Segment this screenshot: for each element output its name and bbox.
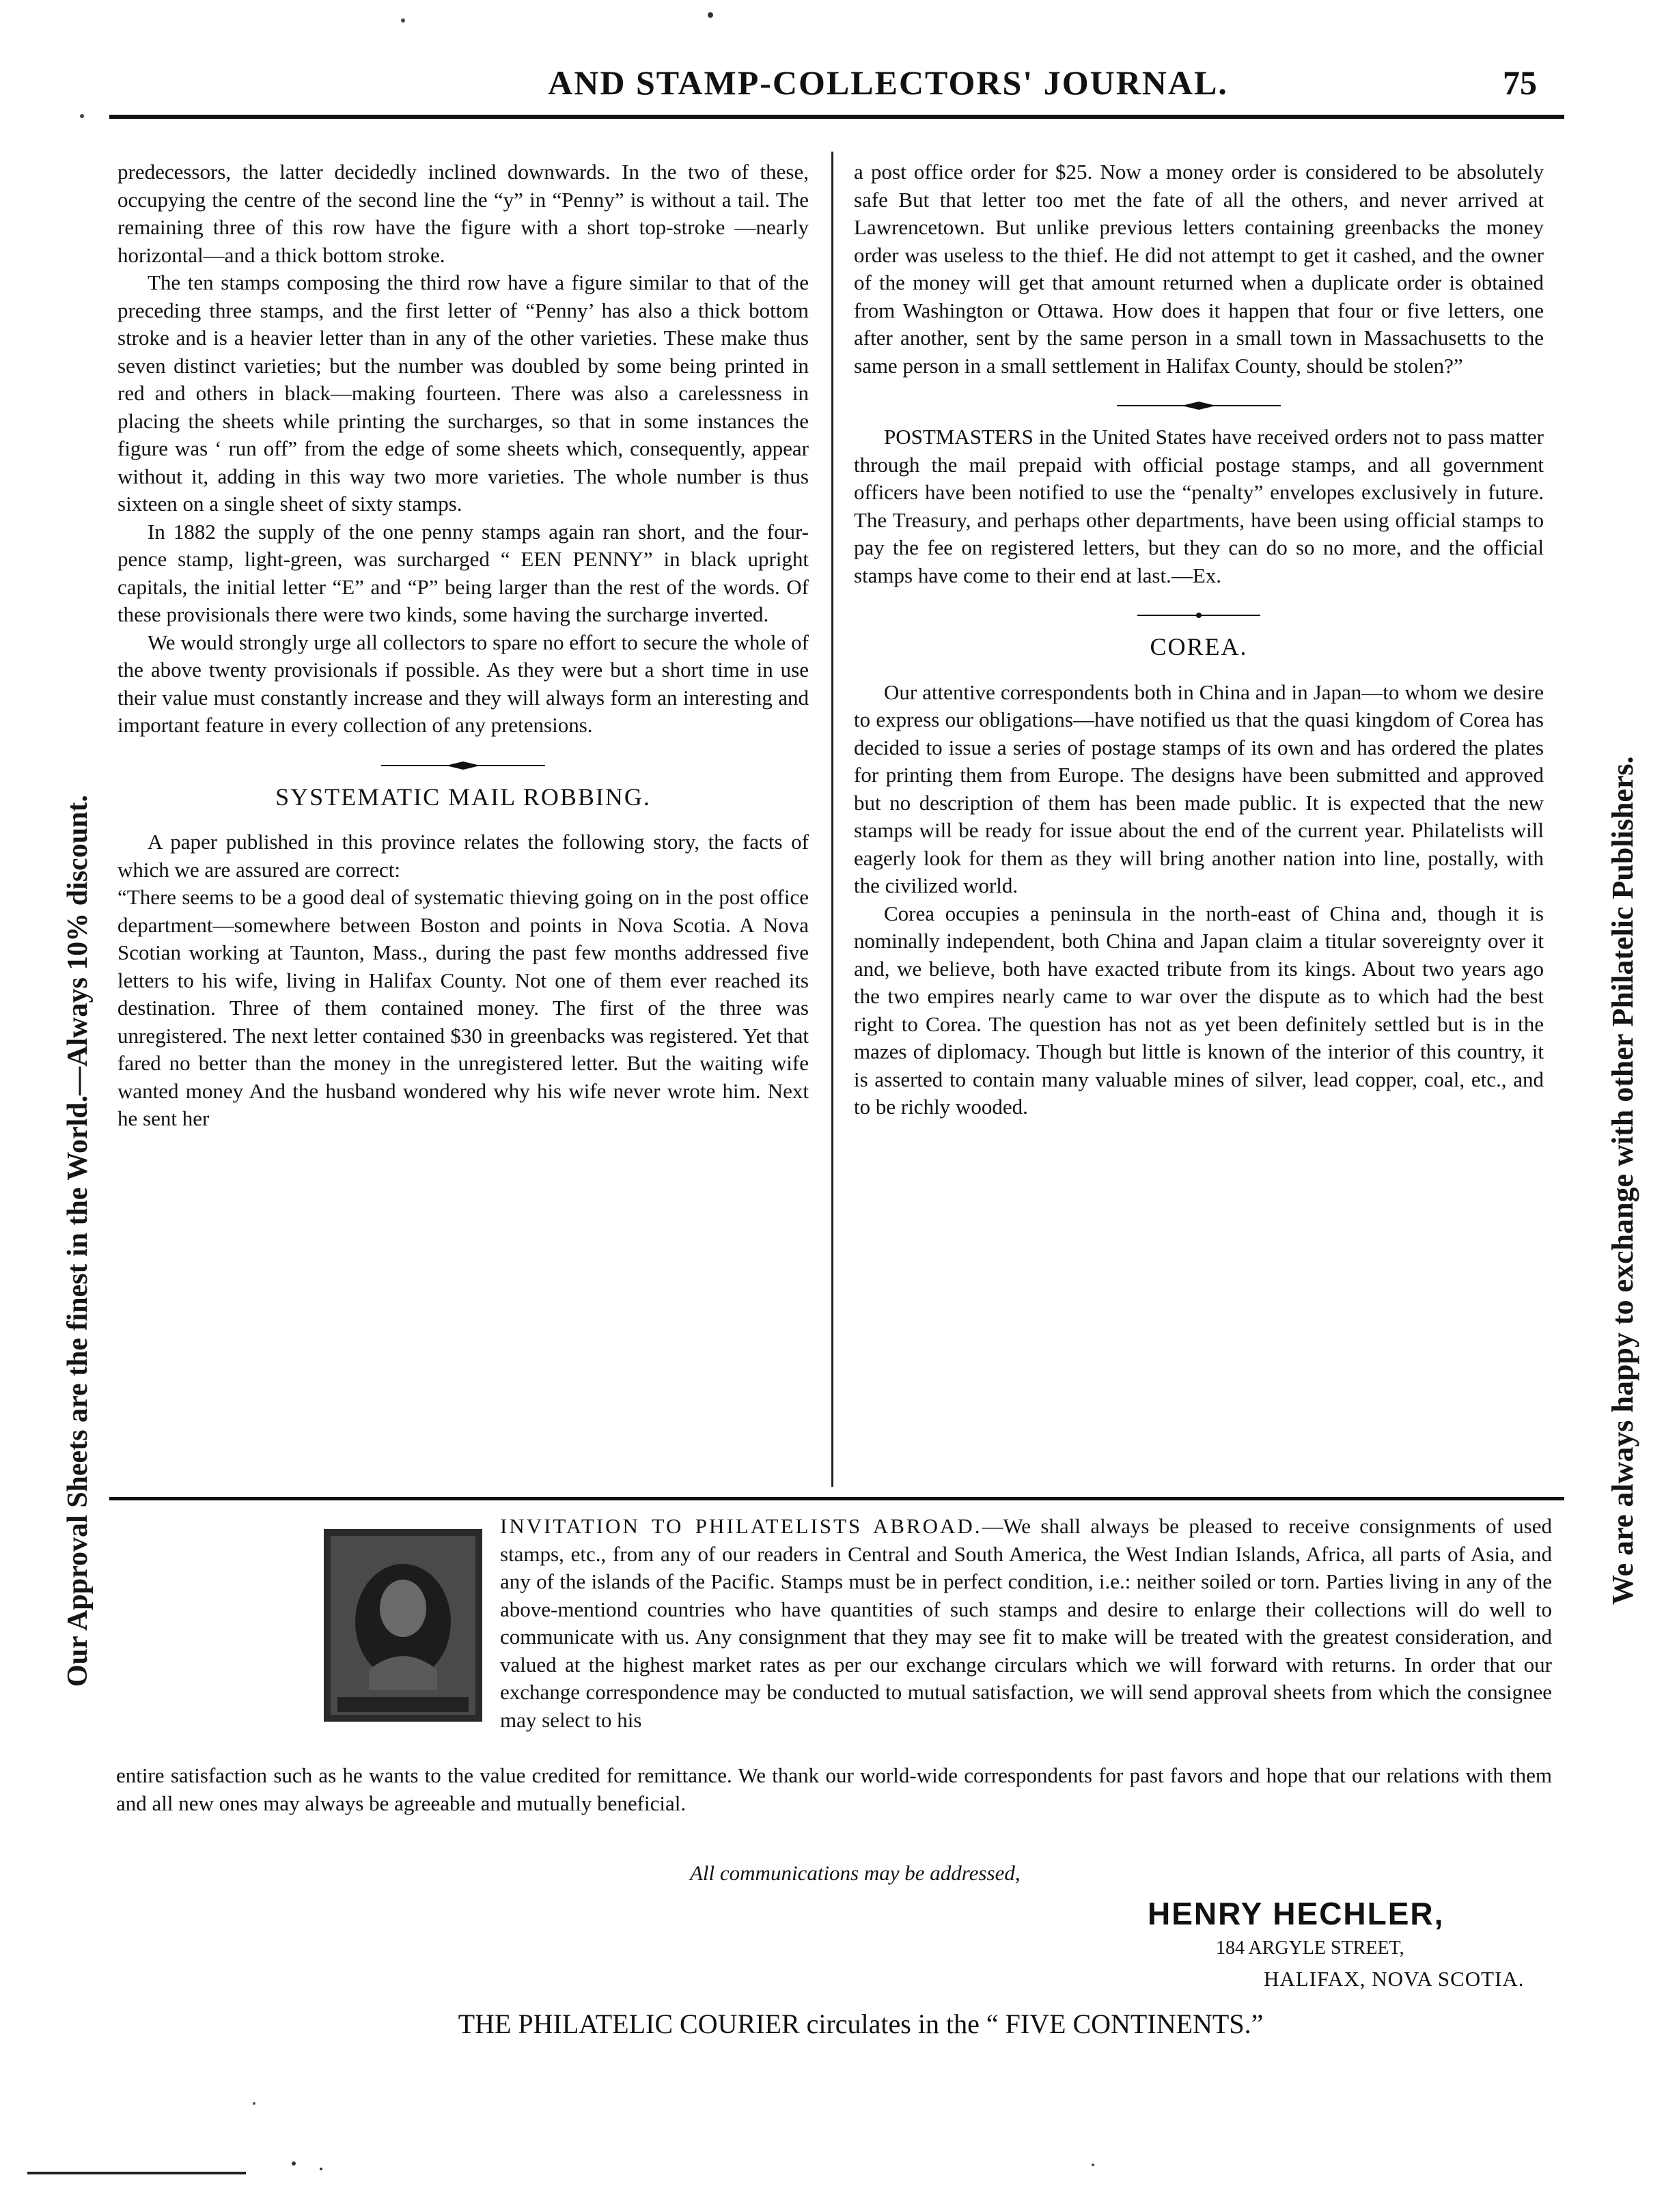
section-title: SYSTEMATIC MAIL ROBBING.: [275, 783, 651, 811]
invitation-notice: [116, 1513, 1557, 1991]
paragraph: predecessors, the latter decidedly inclined downwards. In the two of these, occupying the centre of the second line the “y” in “Penny” is without a tail. The remaining three of this row have the figure with a short top-stroke —nearly horizontal—and a thick bottom stroke.: [117, 160, 809, 267]
running-head: [109, 63, 1564, 117]
left-column: [117, 158, 809, 1133]
column-divider: [831, 152, 833, 1487]
paragraph: The ten stamps composing the third row have a figure similar to that of the preceding three stamps, and the first letter of “Penny’ has also a thick bottom stroke and is a heavier letter than in any of the other varieties. These make thus seven distinct varieties; but the number was doubled by some being printed in red and others in black—making fourteen. There was also a carelessness in placing the sheets while printing the surcharges, so that in some instances the figure was ‘ run off” from the edge of some sheets which, consequently, appear without it, adding in this way two more varieties. The whole number is thus sixteen on a single sheet of sixty stamps.: [117, 270, 809, 516]
invitation-text-continued: entire satisfaction such as he wants to the value credited for remittance. We thank our world-wide correspondents for past favors and hope that our relations with them and all new ones may always be agreeable and mutually beneficial.: [116, 1763, 1552, 1815]
city-address: HALIFAX, NOVA SCOTIA.: [1264, 1967, 1525, 1991]
running-title: AND STAMP-COLLECTORS' JOURNAL.: [548, 64, 1228, 102]
ornament-divider-icon: [381, 760, 545, 771]
paragraph: In 1882 the supply of the one penny stamps again ran short, and the four-pence stamp, light-green, was surcharged “ EEN PENNY” in black upright capitals, the initial letter “E” and “P” being larger than the rest of the words. Of these provisionals there were two kinds, some having the surcharge inverted.: [117, 519, 809, 626]
paragraph: A paper published in this province relates the following story, the facts of which we are assured are correct:: [117, 830, 809, 882]
section-title: COREA.: [1150, 633, 1248, 660]
circulation-footer: THE PHILATELIC COURIER circulates in the “ FIVE CONTINENTS.”: [458, 2008, 1264, 2039]
right-column: [854, 158, 1544, 1121]
section-rule: [109, 1497, 1564, 1500]
address-line: All communications may be addressed,: [690, 1861, 1021, 1885]
paragraph: a post office order for $25. Now a money order is considered to be absolutely safe But that letter too met the fate of all the others, and never arrived at Lawrencetown. But unlike previous letters containing greenbacks the money order was useless to the thief. He did not attempt to get it cashed, and the owner of the money will get that amount returned when a duplicate order is obtained from Washington or Ottawa. How does it happen that four or five letters, one after another, sent by the same person in a small town in Massachusetts to the same person in a small settlement in Halifax County, should be stolen?”: [854, 160, 1544, 378]
paragraph: Our attentive correspondents both in China and in Japan—to whom we desire to express our obligations—have notified us that the quasi kingdom of Corea has decided to issue a series of postage stamps of its own and has ordered the plates for printing them from Europe. The designs have been submitted and approved but no description of them has been made public. It is expected that the new stamps will be ready for issue about the end of the current year. Philatelists will eagerly look for them as they will bring another nation into line, postally, with the civilized world.: [854, 680, 1544, 897]
ornament-divider-icon: [1117, 610, 1281, 621]
page-number: 75: [1503, 64, 1537, 102]
signature: HENRY HECHLER,: [1148, 1896, 1445, 1931]
header-rule: [109, 115, 1564, 119]
paragraph: “There seems to be a good deal of systematic thieving going on in the post office department—somewhere between Boston and points in Nova Scotia. A Nova Scotian working at Taunton, Mass., during the past few months addressed five letters to his wife, living in Halifax County. Not one of them ever reached its destination. Three of them contained money. The first of the three was unregistered. The next letter contained $30 in greenbacks was registered. Yet that fared no better than the money in the unregistered letter. But the waiting wife wanted money And the husband wondered why his wife never wrote him. Next he sent her: [117, 885, 809, 1130]
street-address: 184 ARGYLE STREET,: [1216, 1937, 1404, 1959]
stamp-illustration: [321, 1526, 485, 1724]
paragraph: POSTMASTERS in the United States have received orders not to pass matter through the mail prepaid with official postage stamps, and all government officers have been notified to use the “penalty” envelopes exclusively in future. The Treasury, and perhaps other departments, have been using official stamps to pay the fee on registered letters, but they can do so no more, and the official stamps have come to their end at last.—Ex.: [854, 425, 1544, 587]
paragraph: We would strongly urge all collectors to spare no effort to secure the whole of the above twenty provisionals if possible. As they were but a short time in use their value must constantly increase and they will always form an interesting and important feature in every collection of any pretensions.: [117, 630, 809, 737]
invitation-heading: INVITATION TO PHILATELISTS ABROAD.: [500, 1514, 982, 1538]
right-margin-advert: We are always happy to exchange with other Philatelic Publishers.: [1606, 756, 1639, 1605]
invitation-text: [500, 1513, 1552, 1734]
invitation-body: —We shall always be pleased to receive consignments of used stamps, etc., from any of our readers in Central and South America, the West Indian Islands, Africa, all parts of Asia, and any of the islands of the Pacific. Stamps must be in perfect condition, i.e.: neither soiled or torn. Parties living in any of the above-mentiond countries who have quantities of such stamps and desire to enlarge their collections will do well to communicate with us. Any consignment that they may see fit to make will be treated with the greatest consideration, and valued at the highest market rates as per our exchange circulars which we will forward with returns. In order that our exchange correspondence may be conducted to mutual satisfaction, we will send approval sheets from which the consignee may select to his: [500, 1514, 1552, 1732]
paragraph: Corea occupies a peninsula in the north-east of China and, though it is nominally independent, both China and Japan claim a titular sovereignty over it and, we believe, both have exacted tribute from its kings. About two years ago the two empires nearly came to war over the dispute as to which had the best right to Corea. The question has not as yet been definitely settled but is in the mazes of diplomacy. Though but little is known of the interior of this country, it is asserted to contain many valuable mines of silver, lead copper, coal, etc., and to be richly wooded.: [854, 901, 1544, 1119]
ornament-divider-icon: [1117, 400, 1281, 411]
left-margin-advert: Our Approval Sheets are the finest in the World.—Always 10% discount.: [62, 794, 94, 1687]
